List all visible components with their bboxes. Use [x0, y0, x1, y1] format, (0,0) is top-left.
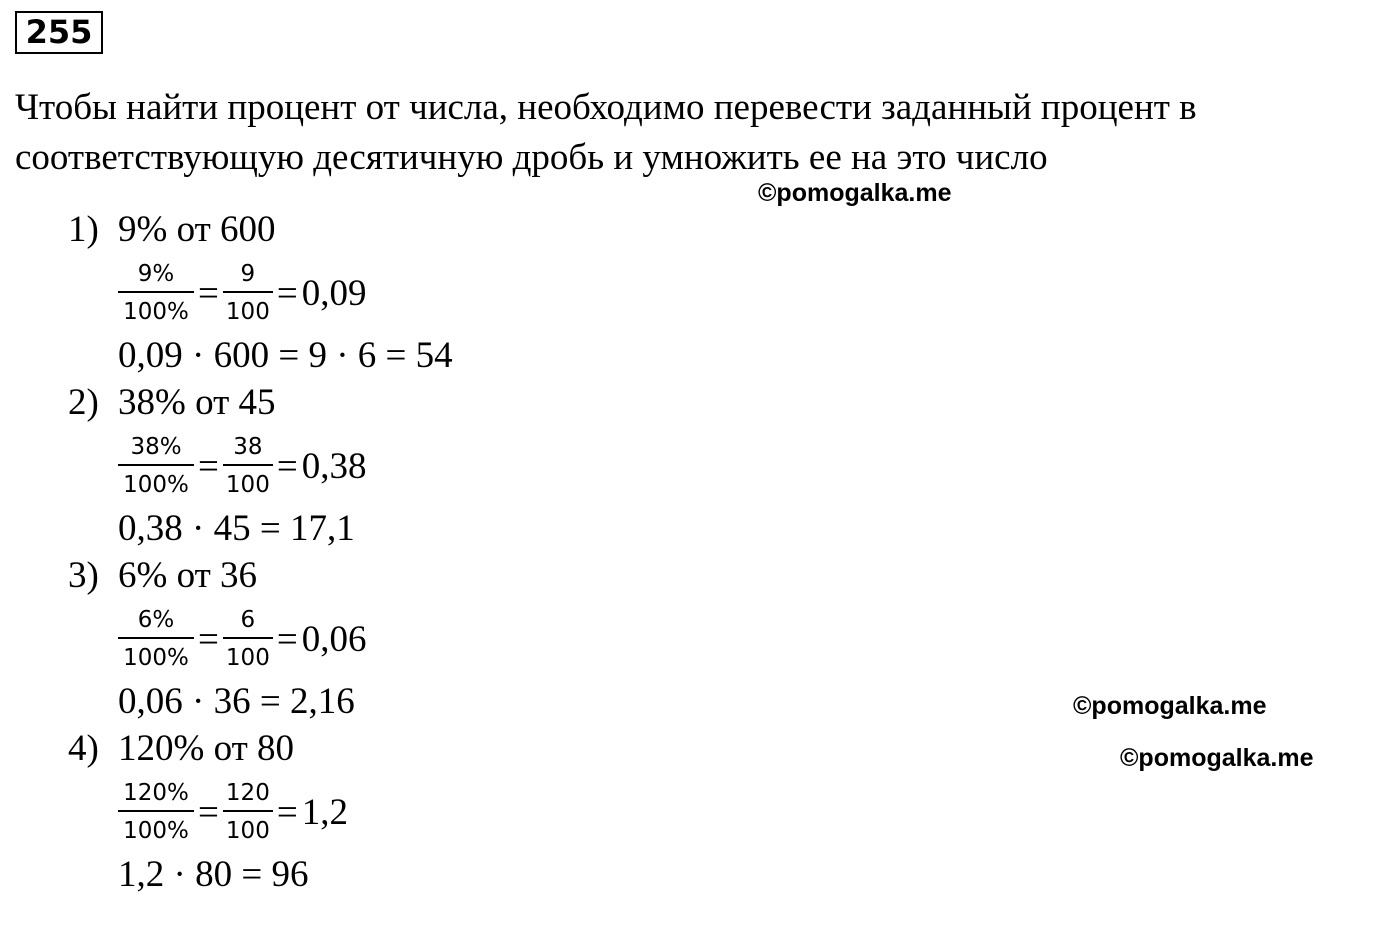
problem-statement: 38% от 45 — [118, 382, 276, 423]
problem-3 — [68, 553, 768, 725]
calculation: 0,09 · 600 = 9 · 6 = 54 — [118, 335, 453, 376]
equals-sign: = — [198, 618, 219, 660]
intro-line-2: соответствующую десятичную дробь и умножить ее на это число — [15, 137, 1048, 178]
equals-sign: = — [198, 445, 219, 487]
fraction-conversion — [118, 426, 768, 506]
problem-index: 4) — [68, 728, 99, 769]
percent-fraction — [118, 607, 194, 671]
fraction-conversion — [118, 253, 768, 333]
problem-statement: 120% от 80 — [118, 728, 295, 769]
calculation: 0,38 · 45 = 17,1 — [118, 508, 355, 549]
fraction-numerator: 9 — [223, 261, 273, 293]
fraction-denominator: 100 — [225, 645, 270, 671]
decimal-fraction — [223, 607, 273, 671]
equals-sign: = — [198, 791, 219, 833]
fraction-conversion — [118, 599, 768, 679]
problem-task — [68, 726, 768, 772]
fraction-denominator: 100% — [123, 472, 189, 498]
problem-statement: 6% от 36 — [118, 555, 258, 596]
intro-line-1: Чтобы найти процент от числа, необходимо перевести заданный процент в — [15, 87, 1197, 128]
problem-2 — [68, 380, 768, 552]
fraction-numerator: 120% — [118, 780, 194, 812]
equals-sign: = — [276, 791, 298, 833]
watermark: ©pomogalka.me — [758, 179, 952, 207]
fraction-denominator: 100% — [123, 818, 189, 844]
watermark: ©pomogalka.me — [1073, 692, 1267, 720]
watermark: ©pomogalka.me — [1120, 744, 1314, 772]
calculation: 1,2 · 80 = 96 — [118, 854, 309, 895]
decimal-fraction — [223, 434, 273, 498]
problem-index: 3) — [68, 555, 99, 596]
fraction-denominator: 100 — [225, 299, 270, 325]
fraction-denominator: 100 — [225, 818, 270, 844]
percent-fraction — [118, 261, 194, 325]
fraction-numerator: 38 — [223, 434, 273, 466]
decimal-result: 1,2 — [301, 791, 348, 833]
percent-fraction — [118, 434, 194, 498]
fraction-numerator: 9% — [118, 261, 194, 293]
decimal-result: 0,38 — [301, 445, 367, 487]
equals-sign: = — [198, 272, 219, 314]
decimal-result: 0,06 — [301, 618, 367, 660]
equals-sign: = — [276, 445, 298, 487]
equals-sign: = — [276, 618, 298, 660]
problem-index: 1) — [68, 209, 99, 250]
intro-text — [15, 83, 1385, 183]
equals-sign: = — [276, 272, 298, 314]
problem-index: 2) — [68, 382, 99, 423]
fraction-denominator: 100 — [225, 472, 270, 498]
fraction-numerator: 6% — [118, 607, 194, 639]
fraction-numerator: 6 — [223, 607, 273, 639]
calculation: 0,06 · 36 = 2,16 — [118, 681, 355, 722]
problem-task — [68, 380, 768, 426]
fraction-numerator: 120 — [223, 780, 273, 812]
problem-task — [68, 207, 768, 253]
exercise-number: 255 — [15, 11, 103, 54]
decimal-result: 0,09 — [301, 272, 367, 314]
problem-task — [68, 553, 768, 599]
problem-statement: 9% от 600 — [118, 209, 276, 250]
decimal-fraction — [223, 261, 273, 325]
problem-1 — [68, 207, 768, 379]
fraction-denominator: 100% — [123, 299, 189, 325]
fraction-denominator: 100% — [123, 645, 189, 671]
percent-fraction — [118, 780, 194, 844]
decimal-fraction — [223, 780, 273, 844]
fraction-conversion — [118, 772, 768, 852]
problem-4 — [68, 726, 768, 898]
fraction-numerator: 38% — [118, 434, 194, 466]
